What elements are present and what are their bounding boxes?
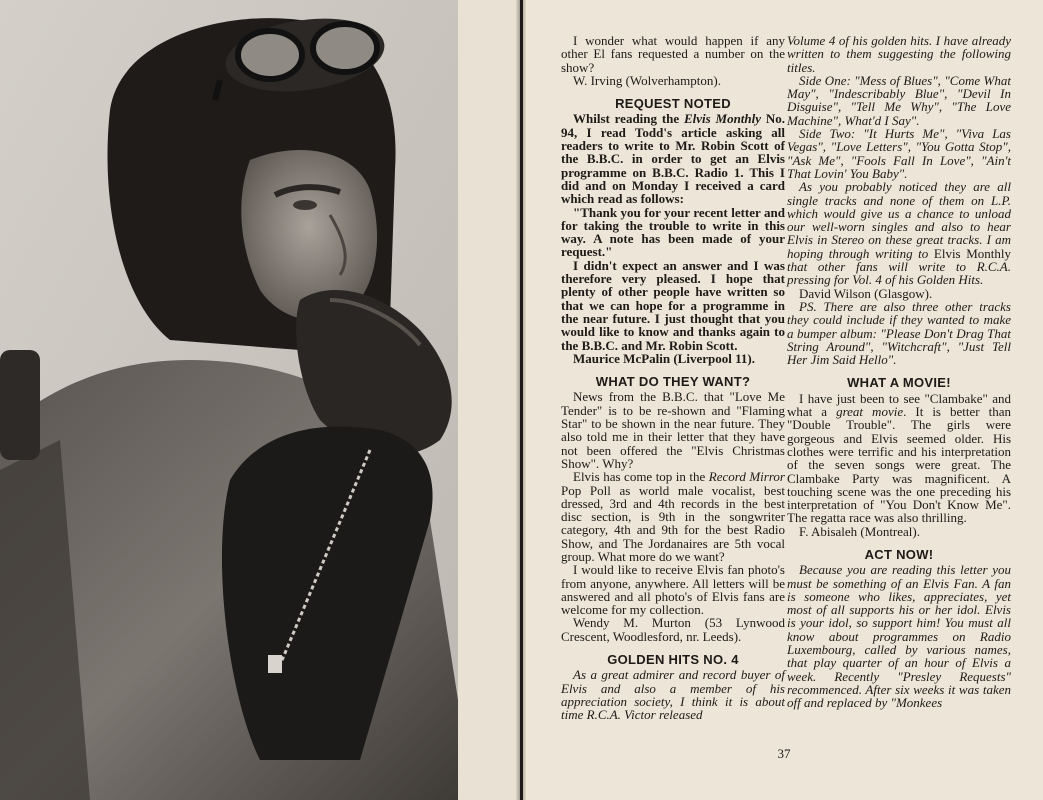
heading-what-a-movie: WHAT A MOVIE! — [847, 375, 951, 391]
letter-paragraph: Whilst reading the Elvis Monthly No. 94, I read Todd's article asking all readers to write to Mr. Robin Scott of the B.B.C. in order to get an Elvis programme on B.B.C. Radio 1. This I did and on Monday I received a card which read as follows: — [561, 111, 785, 207]
left-page — [0, 0, 520, 800]
letter-paragraph: Elvis has come top in the Record Mirror Pop Poll as world male vocalist, best dressed, 3rd and 4th records in the best disc section, is 9th in the songwriter category, 4th and 9th for the best Radio Show, and The Jordanaires are 5th vocal group. What more do we want? — [561, 469, 785, 564]
letter-signature: Wendy M. Murton (53 Lynwood Crescent, Woodlesford, nr. Leeds). — [561, 615, 785, 644]
letter-paragraph: As you probably noticed they are all single tracks and none of them on L.P. which would give us a chance to unload our well-worn singles and also to hear Elvis in Stereo on these great tracks. I am hoping through writing to Elvis Monthly that other fans will write to R.C.A. pressing for Vol. 4 of his Golden Hits. — [787, 179, 1011, 288]
heading-request-noted: REQUEST NOTED — [615, 96, 731, 112]
right-page — [523, 0, 1043, 800]
heading-act-now: ACT NOW! — [864, 546, 934, 562]
letter-paragraph: I have just been to see "Clambake" and what a great movie. It is better than "Double Trouble". The girls were gorgeous and Elvis seemed older. His clothes were terrific and his interpretation of the seven songs were great. The Clambake Party was magnificent. A touching scene was the one preceding his interpretation of "You Don't Know Me". The regatta race was also thrilling. — [787, 390, 1011, 526]
letter-paragraph: Side One: "Mess of Blues", "Come What May", "Indescribably Blue", "Devil In Disguise", "Tell Me Why", "The Love Machine", What'd I Say". — [787, 72, 1011, 128]
page-number: 37 — [777, 746, 791, 761]
letter-signature: W. Irving (Wolverhampton). — [573, 72, 721, 88]
letter-paragraph: I wonder what would happen if any other El fans requested a number on the show? — [561, 33, 785, 75]
heading-golden-hits: GOLDEN HITS NO. 4 — [607, 652, 739, 668]
letter-paragraph: Side Two: "It Hurts Me", "Viva Las Vegas", "Love Letters", "You Gotta Stop", "Ask Me", "Fools Fall In Love", "Ain't That Lovin' You Baby". — [787, 126, 1011, 181]
letter-quote: "Thank you for your recent letter and for taking the trouble to write in this way. A note has been made of your request." — [561, 204, 785, 260]
letter-paragraph: I didn't expect an answer and I was therefore very pleased. I hope that plenty of other people have written so that we can hope for a programme in the near future. I just thought that you would like to know and thanks again to the B.B.C. and Mr. Robin Scott. — [561, 257, 785, 353]
heading-what-do-they-want: WHAT DO THEY WANT? — [595, 374, 751, 390]
letter-signature: Maurice McPalin (Liverpool 11). — [573, 350, 755, 366]
letter-paragraph: Because you are reading this letter you must be something of an Elvis Fan. A fan is someone who likes, appreciates, yet most of all supports his or her idol. Elvis is your idol, so support him! You must all know about programmes on Radio Luxembourg, called by various names, that play quarter of an hour of Elvis a week. Recently "Presley Requests" recommenced. After six weeks it was taken off and replaced by "Monkees — [787, 562, 1011, 711]
elvis-in-flight-helmet-icon — [0, 0, 458, 800]
letter-paragraph: As a great admirer and record buyer of Elvis and also a member of his appreciation society, I think it is about time R.C.A. Victor released — [561, 667, 785, 723]
letter-paragraph: Volume 4 of his golden hits. I have already written to them suggesting the following titles. — [787, 33, 1011, 75]
text-column-1 — [561, 34, 785, 722]
page-gutter — [516, 0, 526, 800]
text-column-2 — [787, 34, 1011, 710]
elvis-photo — [0, 0, 458, 800]
letter-paragraph: I would like to receive Elvis fan photo's from anyone, anywhere. All letters will be answered and all photo's of Elvis fans are welcome for my collection. — [561, 562, 785, 618]
letter-paragraph: PS. There are also three other tracks they could include if they wanted to make a bumper album: "Please Don't Drag That String Around", "Witchcraft", "Just Tell Her Jim Said Hello". — [787, 298, 1011, 368]
letter-signature: David Wilson (Glasgow). — [799, 285, 933, 301]
letter-paragraph: News from the B.B.C. that "Love Me Tender" is to be re-shown and "Flaming Star" to be shown in the near future. They also told me in their letter that they have not been offered the "Elvis Christmas Show". Why? — [561, 389, 785, 471]
letter-signature: F. Abisaleh (Montreal). — [799, 523, 920, 539]
